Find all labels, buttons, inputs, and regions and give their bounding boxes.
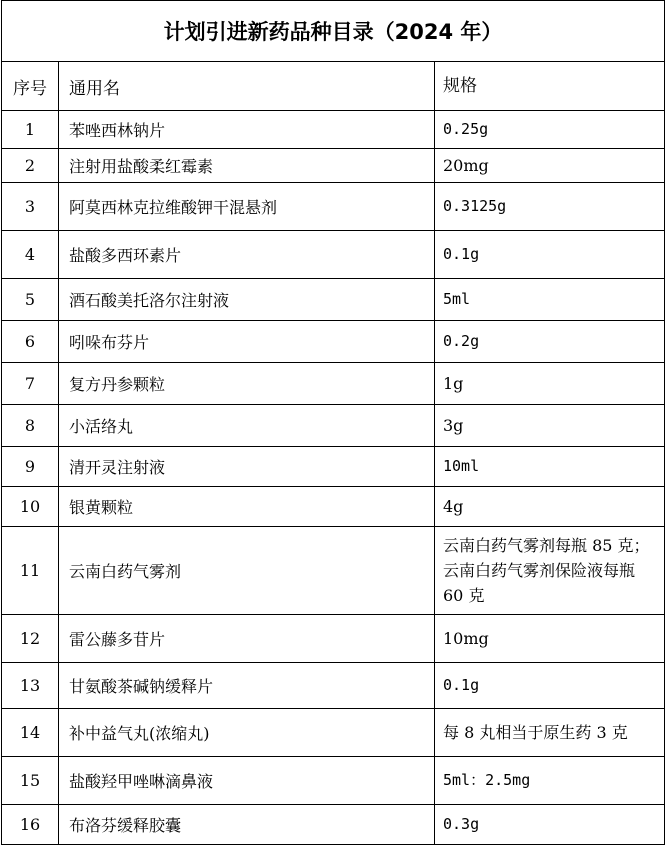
row-spec: 5ml bbox=[435, 279, 665, 321]
table-row bbox=[2, 111, 665, 149]
row-name: 清开灵注射液 bbox=[59, 447, 435, 487]
row-no: 5 bbox=[2, 279, 59, 321]
row-no: 12 bbox=[2, 615, 59, 663]
table-row bbox=[2, 149, 665, 183]
row-spec: 0.2g bbox=[435, 321, 665, 363]
table-row bbox=[2, 805, 665, 845]
table-row bbox=[2, 231, 665, 279]
table-row bbox=[2, 279, 665, 321]
table-row bbox=[2, 405, 665, 447]
row-spec: 1g bbox=[435, 363, 665, 405]
row-no: 15 bbox=[2, 757, 59, 805]
row-no: 8 bbox=[2, 405, 59, 447]
row-no: 6 bbox=[2, 321, 59, 363]
drug-table bbox=[1, 0, 665, 845]
row-name: 吲哚布芬片 bbox=[59, 321, 435, 363]
table-row bbox=[2, 709, 665, 757]
row-no: 3 bbox=[2, 183, 59, 231]
row-no: 1 bbox=[2, 111, 59, 149]
row-spec: 5ml：2.5mg bbox=[435, 757, 665, 805]
row-name: 盐酸多西环素片 bbox=[59, 231, 435, 279]
row-spec: 20mg bbox=[435, 149, 665, 183]
row-spec: 0.1g bbox=[435, 663, 665, 709]
row-name: 布洛芬缓释胶囊 bbox=[59, 805, 435, 845]
row-spec: 0.3125g bbox=[435, 183, 665, 231]
header-row bbox=[2, 62, 665, 111]
row-spec: 云南白药气雾剂每瓶 85 克；云南白药气雾剂保险液每瓶 60 克 bbox=[435, 527, 665, 615]
row-name: 甘氨酸茶碱钠缓释片 bbox=[59, 663, 435, 709]
row-no: 14 bbox=[2, 709, 59, 757]
row-spec: 4g bbox=[435, 487, 665, 527]
row-spec: 0.25g bbox=[435, 111, 665, 149]
row-no: 2 bbox=[2, 149, 59, 183]
row-name: 补中益气丸(浓缩丸) bbox=[59, 709, 435, 757]
row-name: 银黄颗粒 bbox=[59, 487, 435, 527]
row-name: 苯唑西林钠片 bbox=[59, 111, 435, 149]
table-row bbox=[2, 321, 665, 363]
table-row bbox=[2, 487, 665, 527]
table-row bbox=[2, 363, 665, 405]
table-title: 计划引进新药品种目录（2024 年） bbox=[2, 1, 665, 62]
row-no: 9 bbox=[2, 447, 59, 487]
row-name: 复方丹参颗粒 bbox=[59, 363, 435, 405]
row-no: 10 bbox=[2, 487, 59, 527]
row-no: 4 bbox=[2, 231, 59, 279]
row-no: 13 bbox=[2, 663, 59, 709]
table-row bbox=[2, 527, 665, 615]
table-row bbox=[2, 183, 665, 231]
row-name: 盐酸羟甲唑啉滴鼻液 bbox=[59, 757, 435, 805]
table-row bbox=[2, 757, 665, 805]
header-no: 序号 bbox=[2, 62, 59, 111]
row-name: 雷公藤多苷片 bbox=[59, 615, 435, 663]
row-spec: 10ml bbox=[435, 447, 665, 487]
title-row bbox=[2, 1, 665, 62]
row-spec: 0.3g bbox=[435, 805, 665, 845]
row-name: 阿莫西林克拉维酸钾干混悬剂 bbox=[59, 183, 435, 231]
row-spec: 0.1g bbox=[435, 231, 665, 279]
table-row bbox=[2, 447, 665, 487]
row-spec: 10mg bbox=[435, 615, 665, 663]
table-row bbox=[2, 615, 665, 663]
row-name: 酒石酸美托洛尔注射液 bbox=[59, 279, 435, 321]
row-spec: 3g bbox=[435, 405, 665, 447]
row-name: 注射用盐酸柔红霉素 bbox=[59, 149, 435, 183]
row-no: 11 bbox=[2, 527, 59, 615]
row-no: 7 bbox=[2, 363, 59, 405]
header-spec: 规格 bbox=[435, 62, 665, 111]
table-row bbox=[2, 663, 665, 709]
row-no: 16 bbox=[2, 805, 59, 845]
row-spec: 每 8 丸相当于原生药 3 克 bbox=[435, 709, 665, 757]
header-name: 通用名 bbox=[59, 62, 435, 111]
row-name: 小活络丸 bbox=[59, 405, 435, 447]
document bbox=[1, 0, 664, 845]
row-name: 云南白药气雾剂 bbox=[59, 527, 435, 615]
